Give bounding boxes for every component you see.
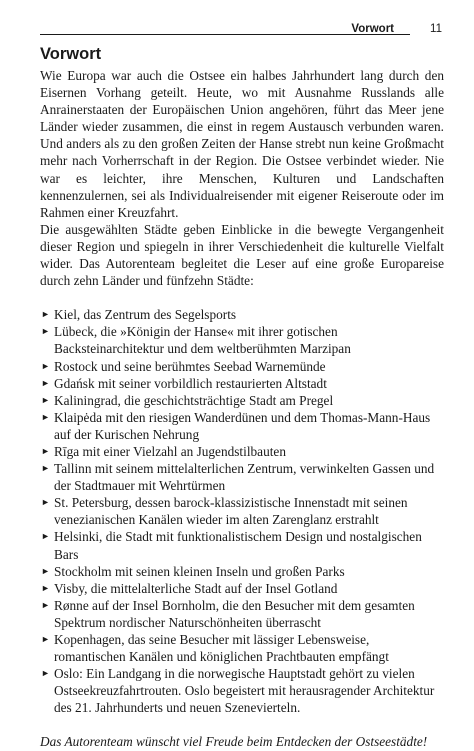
bullet-arrow-icon: ►	[41, 394, 50, 405]
bullet-arrow-icon: ►	[41, 309, 50, 320]
list-item-text: Lübeck, die »Königin der Hanse« mit ihrer gotischen Backsteinarchitektur und dem weltberühmten Marzipan	[54, 324, 351, 357]
bullet-arrow-icon: ►	[41, 326, 50, 337]
list-item	[40, 580, 444, 597]
bullet-arrow-icon: ►	[41, 497, 50, 508]
list-item	[40, 323, 444, 357]
bullet-arrow-icon: ►	[41, 582, 50, 593]
bullet-arrow-icon: ►	[41, 411, 50, 422]
bullet-arrow-icon: ►	[41, 463, 50, 474]
list-item	[40, 665, 444, 716]
list-item-text: Helsinki, die Stadt mit funktionalistischem Design und nostalgischen Bars	[54, 529, 422, 562]
list-item	[40, 563, 444, 580]
bullet-arrow-icon: ►	[41, 360, 50, 371]
list-item-text: Rīga mit einer Vielzahl an Jugendstilbauten	[54, 443, 286, 459]
page-content	[40, 67, 444, 751]
running-header-section-title: Vorwort	[351, 23, 394, 35]
list-item-text: St. Petersburg, dessen barock-klassizistische Innenstadt mit seinen venezianischen Kanälen wieder im alten Zarenglanz erstrahlt	[54, 495, 408, 528]
cities-intro-paragraph: Die ausgewählten Städte geben Einblicke in die bewegte Vergangenheit dieser Region und spiegeln in ihrer Verschiedenheit die kulturelle Vielfalt wider. Das Autorenteam begleitet die Leser auf eine große Europareise durch zehn Länder und fünfzehn Städte:	[40, 221, 444, 289]
bullet-arrow-icon: ►	[41, 377, 50, 388]
list-item-text: Kaliningrad, die geschichtsträchtige Stadt am Pregel	[54, 392, 334, 408]
list-item	[40, 528, 444, 562]
list-item-text: Klaipėda mit den riesigen Wanderdünen und dem Thomas-Mann-Haus auf der Kurischen Nehrung	[54, 409, 431, 442]
bullet-arrow-icon: ►	[41, 531, 50, 542]
bullet-arrow-icon: ►	[41, 634, 50, 644]
list-item	[40, 631, 444, 665]
list-item	[40, 597, 444, 631]
intro-paragraph: Wie Europa war auch die Ostsee ein halbes Jahrhundert lang durch den Eisernen Vorhang geteilt. Heute, wo mit Ausnahme Russlands alle Anrainerstaaten der Europäischen Union angehören, führt das Meer jene Länder wieder zusammen, die einst in regem Austausch verbunden waren. Und anders als zu den großen Zeiten der Hanse strebt nun keine Großmacht mehr nach Vorherrschaft in der Region. Die Ostsee verbindet wieder. Nie war es leichter, ihre Menschen, Kulturen und Landschaften kennenzulernen, sei als Individualreisender mit eigener Reiseroute oder im Rahmen einer Kreuzfahrt.	[40, 68, 444, 220]
list-item	[40, 358, 444, 375]
list-item	[40, 460, 444, 494]
closing-note: Das Autorenteam wünscht viel Freude beim Entdecken der Ostseestädte!	[40, 734, 428, 750]
list-item-text: Visby, die mittelalterliche Stadt auf der Insel Gotland	[54, 580, 338, 596]
running-header	[40, 23, 442, 37]
list-item-text: Rostock und seine berühmtes Seebad Warnemünde	[54, 358, 326, 374]
bullet-arrow-icon: ►	[41, 445, 50, 456]
city-list	[40, 306, 444, 716]
bullet-arrow-icon: ►	[41, 668, 50, 679]
list-item-text: Kiel, das Zentrum des Segelsports	[54, 307, 237, 323]
list-item	[40, 443, 444, 460]
page-number: 11	[430, 23, 442, 35]
bullet-arrow-icon: ►	[41, 565, 50, 576]
list-item-text: Rønne auf der Insel Bornholm, die den Besucher mit dem gesamten Spektrum nordischer Naturschönheiten überrascht	[54, 597, 415, 630]
list-item	[40, 494, 444, 528]
page-title: Vorwort	[40, 45, 102, 63]
list-item-text: Kopenhagen, das seine Besucher mit lässiger Lebensweise, romantischen Kanälen und königlichen Prachtbauten empfängt	[54, 632, 389, 665]
list-item-text: Oslo: Ein Landgang in die norwegische Hauptstadt gehört zu vielen Ostseekreuzfahrtrouten. Oslo begeistert mit herausragender Architektur des 21. Jahrhunderts und neuen Szenevierteln.	[54, 666, 435, 716]
list-item	[40, 375, 444, 392]
bullet-arrow-icon: ►	[41, 599, 50, 610]
list-item	[40, 306, 444, 323]
list-item-text: Gdańsk mit seiner vorbildlich restaurierten Altstadt	[54, 375, 327, 391]
list-item-text: Tallinn mit seinem mittelalterlichen Zentrum, verwinkelten Gassen und der Stadtmauer mit Wehrtürmen	[54, 461, 435, 494]
list-item	[40, 392, 444, 409]
list-item-text: Stockholm mit seinen kleinen Inseln und großen Parks	[54, 563, 345, 579]
list-item	[40, 409, 444, 443]
